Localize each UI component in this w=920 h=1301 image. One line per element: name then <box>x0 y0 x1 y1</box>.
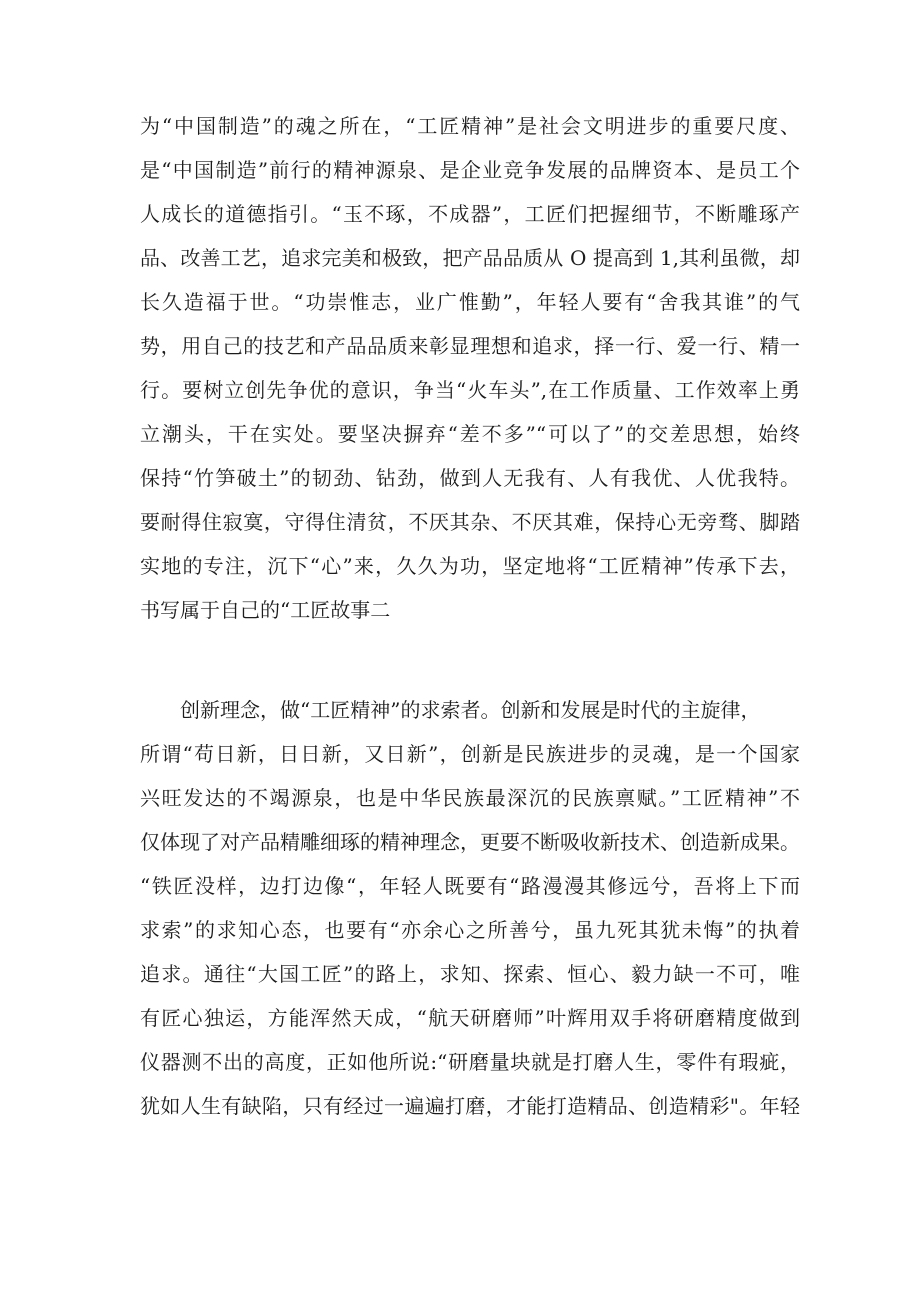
text-line: 犹如人生有缺陷，只有经过一遍遍打磨，才能打造精品、创造精彩"。年轻 <box>140 1094 800 1118</box>
paragraph-2 <box>140 691 800 1131</box>
text-line: 有匠心独运，方能浑然天成，“航天研磨师”叶辉用双手将研磨精度做到 <box>140 1006 800 1030</box>
text-line: 实地的专注，沉下“心”来，久久为功，坚定地将“工匠精神”传承下去， <box>140 554 800 578</box>
text-line: 为“中国制造”的魂之所在，“工匠精神”是社会文明进步的重要尺度、 <box>140 114 800 138</box>
text-line: 仪器测不出的高度，正如他所说:“研磨量块就是打磨人生，零件有瑕疵， <box>140 1050 800 1074</box>
text-line: 求索”的求知心态，也要有“亦余心之所善兮，虽九死其犹未悔”的执着 <box>140 918 800 942</box>
text-line: 人成长的道德指引。“玉不琢，不成器”，工匠们把握细节，不断雕琢产 <box>140 202 800 226</box>
text-line: 行。要树立创先争优的意识，争当“火车头”,在工作质量、工作效率上勇 <box>140 378 800 402</box>
text-line: “铁匠没样，边打边像“，年轻人既要有“路漫漫其修远兮，吾将上下而 <box>140 874 800 898</box>
text-line: 兴旺发达的不竭源泉，也是中华民族最深沉的民族禀赋。”工匠精神”不 <box>140 786 800 810</box>
text-line: 要耐得住寂寞，守得住清贫，不厌其杂、不厌其难，保持心无旁骛、脚踏 <box>140 510 800 534</box>
text-line: 立潮头，干在实处。要坚决摒弃“差不多”“可以了”的交差思想，始终 <box>140 422 800 446</box>
text-line: 追求。通往“大国工匠”的路上，求知、探索、恒心、毅力缺一不可，唯 <box>140 962 800 986</box>
text-line: 势，用自己的技艺和产品品质来彰显理想和追求，择一行、爱一行、精一 <box>140 334 800 358</box>
text-line: 保持“竹笋破土”的韧劲、钻劲，做到人无我有、人有我优、人优我特。 <box>140 466 800 490</box>
text-line: 仅体现了对产品精雕细琢的精神理念，更要不断吸收新技术、创造新成果。 <box>140 830 800 854</box>
text-line: 品、改善工艺，追求完美和极致，把产品品质从 O 提高到 1,其利虽微，却 <box>140 246 800 270</box>
text-line: 长久造福于世。“功崇惟志，业广惟勤”，年轻人要有“舍我其谁”的气 <box>140 290 800 314</box>
paragraph-1 <box>140 107 800 635</box>
text-line-first: 创新理念，做“工匠精神”的求索者。创新和发展是时代的主旋律， <box>180 698 761 722</box>
text-line-last: 书写属于自己的“工匠故事二 <box>140 598 391 622</box>
text-line: 是“中国制造”前行的精神源泉、是企业竞争发展的品牌资本、是员工个 <box>140 158 800 182</box>
text-line: 所谓“苟日新，日日新，又日新”，创新是民族进步的灵魂，是一个国家 <box>140 742 800 766</box>
